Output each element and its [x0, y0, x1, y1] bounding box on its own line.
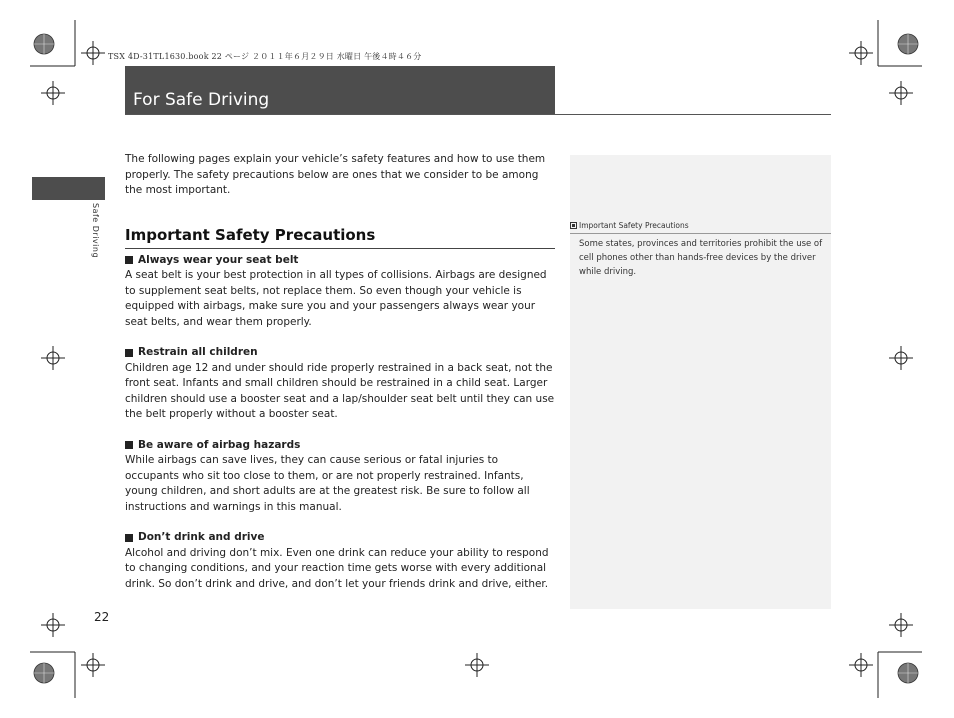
title-bar — [125, 66, 555, 114]
section-title — [125, 345, 555, 361]
section-body: Children age 12 and under should ride properly restrained in a back seat, not the front seat. Infants and small children should be restrained in a child seat. Larger children should use a booster seat and a lap/shoulder seat belt until they can use the belt properly without a booster seat. — [125, 361, 555, 420]
note-title: Important Safety Precautions — [579, 221, 689, 230]
page-number: 22 — [94, 610, 110, 624]
note-sidebar — [570, 155, 831, 609]
side-tab — [32, 177, 105, 200]
section-title — [125, 253, 555, 269]
intro-paragraph: The following pages explain your vehicle’s safety features and how to use them properly. The safety precautions below are ones that we consider to be among the most important. — [125, 153, 546, 196]
print-header: TSX 4D-31TL1630.book 22 ページ ２０１１年６月２９日 水曜日 午後４時４６分 — [108, 52, 422, 61]
section-title — [125, 438, 555, 454]
note-reference-icon — [570, 222, 577, 229]
section-title-text: Always wear your seat belt — [138, 253, 299, 266]
note-body: Some states, provinces and territories prohibit the use of cell phones other than hands-free devices by the driver while driving. — [579, 239, 823, 277]
section-title-text: Restrain all children — [138, 346, 258, 358]
square-bullet-icon — [125, 441, 133, 449]
section-body: A seat belt is your best protection in all types of collisions. Airbags are designed to supplement seat belts, not replace them. So even though your vehicle is equipped with airbags, make sure you and your passengers always wear your seat belts, and wear them properly. — [125, 269, 547, 328]
section-heading: Important Safety Precautions — [125, 225, 555, 249]
section-title-text: Don’t drink and drive — [138, 531, 265, 543]
section-seat-belt — [125, 253, 555, 331]
section-body: While airbags can save lives, they can cause serious or fatal injuries to occupants who sit too close to them, or are not properly restrained. Infants, young children, and short adults are at the greatest risk. Be sure to follow all instructions and warnings in this manual. — [125, 454, 530, 513]
note-header — [570, 221, 831, 234]
section-title-text: Be aware of airbag hazards — [138, 438, 301, 451]
section-airbag — [125, 438, 555, 516]
main-content — [125, 152, 555, 592]
section-body: Alcohol and driving don’t mix. Even one drink can reduce your ability to respond to changing conditions, and your reaction time gets worse with every additional drink. So don’t drink and drive, and don’t let your friends drink and drive, either. — [125, 546, 549, 590]
square-bullet-icon — [125, 534, 133, 542]
section-title — [125, 530, 555, 546]
square-bullet-icon — [125, 256, 133, 264]
section-children — [125, 345, 555, 423]
side-label: Safe Driving — [91, 203, 100, 259]
section-drink-drive — [125, 530, 555, 592]
square-bullet-icon — [125, 349, 133, 357]
page-title: For Safe Driving — [133, 90, 270, 110]
title-rule — [125, 114, 831, 115]
